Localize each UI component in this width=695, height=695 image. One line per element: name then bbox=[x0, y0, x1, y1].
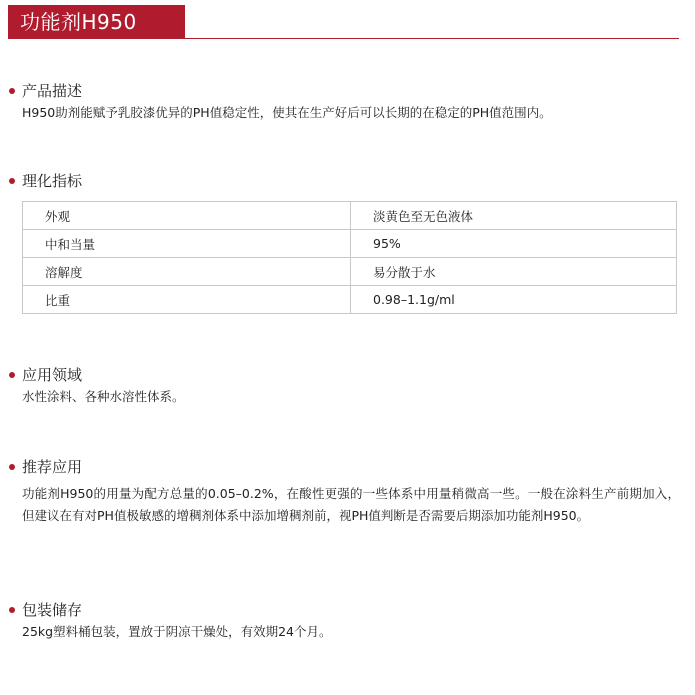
table-row bbox=[23, 202, 677, 230]
spec-key: 比重 bbox=[23, 286, 351, 314]
recommended-text: 功能剂H950的用量为配方总量的0.05–0.2%，在酸性更强的一些体系中用量稍微高一些。一般在涂料生产前期加入，但建议在有对PH值极敏感的增稠剂体系中添加增稠剂前，视PH值判断是否需要后期添加功能剂H950。 bbox=[22, 486, 680, 523]
section-heading-specs bbox=[8, 170, 688, 192]
application-text: 水性涂料、各种水溶性体系。 bbox=[22, 389, 185, 404]
spec-key: 中和当量 bbox=[23, 230, 351, 258]
section-specs bbox=[8, 170, 688, 314]
spec-value: 淡黄色至无色液体 bbox=[351, 202, 677, 230]
heading-label: 应用领域 bbox=[22, 366, 83, 384]
heading-label: 推荐应用 bbox=[22, 458, 83, 476]
page-title: 功能剂H950 bbox=[8, 5, 185, 39]
section-storage bbox=[8, 599, 688, 643]
heading-label: 理化指标 bbox=[22, 172, 83, 190]
section-heading-application bbox=[8, 364, 688, 386]
bullet-dot-icon bbox=[9, 607, 15, 613]
spec-value: 易分散于水 bbox=[351, 258, 677, 286]
section-application bbox=[8, 364, 688, 408]
heading-label: 包装储存 bbox=[22, 601, 83, 619]
section-description bbox=[8, 80, 688, 124]
title-divider bbox=[8, 38, 679, 39]
spec-value: 0.98–1.1g/ml bbox=[351, 286, 677, 314]
section-recommended bbox=[8, 456, 688, 527]
bullet-dot-icon bbox=[9, 372, 15, 378]
description-text: H950助剂能赋予乳胶漆优异的PH值稳定性，使其在生产好后可以长期的在稳定的PH值范围内。 bbox=[22, 105, 552, 120]
section-heading-recommended bbox=[8, 456, 688, 478]
specs-table bbox=[22, 201, 677, 314]
bullet-dot-icon bbox=[9, 178, 15, 184]
table-row bbox=[23, 230, 677, 258]
heading-label: 产品描述 bbox=[22, 82, 83, 100]
table-row bbox=[23, 286, 677, 314]
section-heading-description bbox=[8, 80, 688, 102]
bullet-dot-icon bbox=[9, 88, 15, 94]
spec-key: 外观 bbox=[23, 202, 351, 230]
bullet-dot-icon bbox=[9, 464, 15, 470]
spec-value: 95% bbox=[351, 230, 677, 258]
storage-text: 25kg塑料桶包装，置放于阴凉干燥处，有效期24个月。 bbox=[22, 624, 332, 639]
table-row bbox=[23, 258, 677, 286]
section-heading-storage bbox=[8, 599, 688, 621]
spec-key: 溶解度 bbox=[23, 258, 351, 286]
